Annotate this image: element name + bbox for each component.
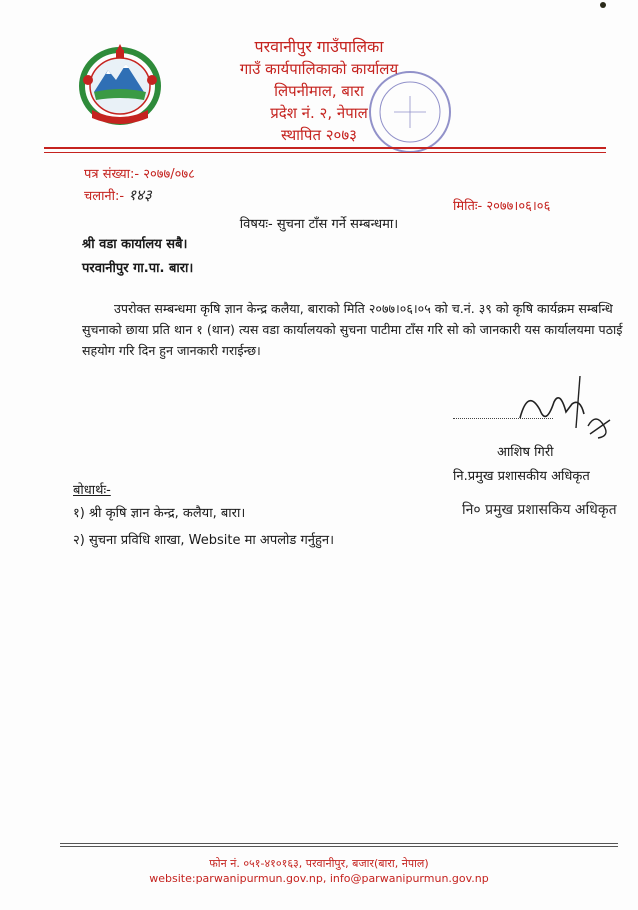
signer-title-stamp: नि० प्रमुख प्रशासकिय अधिकृत bbox=[462, 502, 617, 518]
handwritten-signature-icon bbox=[510, 368, 620, 448]
office-round-stamp-icon bbox=[364, 66, 456, 158]
addressee-line-1: श्री वडा कार्यालय सबै। bbox=[82, 237, 188, 252]
reference-label: पत्र संख्या:- bbox=[84, 167, 140, 182]
municipality-name: परवानीपुर गाउँपालिका bbox=[254, 37, 384, 56]
letterhead bbox=[0, 36, 638, 146]
office-name: गाउँ कार्यपालिकाको कार्यालय bbox=[239, 60, 399, 78]
signature-line bbox=[453, 418, 553, 419]
reference-number bbox=[84, 164, 195, 182]
dispatch-value: १४३ bbox=[128, 186, 152, 204]
letter-body: उपरोक्त सम्बन्धमा कृषि ज्ञान केन्द्र कलैया, बाराको मिति २०७७।०६।०५ को च.नं. ३९ को कृषि कार्यक्रम सम्बन्धि सुचनाको छाया प्रति थान १ (थान) त्यस वडा कार्यालयको सुचना पाटीमा टाँस गरि सो को जानकारी यस कार्यालयमा पठाई सहयोग गरि दिन हुन जानकारी गराईन्छ। bbox=[82, 301, 623, 358]
letter-date bbox=[453, 196, 550, 214]
footer-divider-thin bbox=[60, 846, 618, 847]
date-value: २०७७।०६।०६ bbox=[486, 199, 551, 214]
cc-heading: बोधार्थः- bbox=[73, 483, 111, 498]
subject-line: विषयः- सुचना टाँस गर्ने सम्बन्धमा। bbox=[239, 217, 399, 232]
footer-website: website:parwanipurmun.gov.np, info@parwanipurmun.gov.np bbox=[149, 872, 489, 885]
cc-item: १) श्री कृषि ज्ञान केन्द्र, कलैया, बारा। bbox=[73, 506, 246, 521]
province: प्रदेश नं. २, नेपाल bbox=[270, 104, 368, 122]
signer-name: आशिष गिरी bbox=[497, 445, 554, 460]
dispatch-number bbox=[84, 185, 152, 205]
header-divider bbox=[44, 147, 606, 149]
footer-contact: फोन नं. ०५१-४१०१६३, परवानीपुर, बजार(बारा, नेपाल) bbox=[209, 857, 429, 870]
ink-speck-icon bbox=[598, 0, 608, 10]
established: स्थापित २०७३ bbox=[281, 126, 357, 144]
dispatch-label: चलानी:- bbox=[84, 189, 125, 204]
header-divider-thin bbox=[44, 152, 606, 153]
reference-value: २०७७/०७८ bbox=[143, 167, 195, 182]
cc-item: २) सुचना प्रविधि शाखा, Website मा अपलोड गर्नुहुन। bbox=[73, 533, 335, 548]
addressee-line-2: परवानीपुर गा.पा. बारा। bbox=[82, 261, 194, 276]
footer-divider bbox=[60, 843, 618, 844]
office-location: लिपनीमाल, बारा bbox=[274, 82, 364, 100]
signer-title: नि.प्रमुख प्रशासकीय अधिकृत bbox=[453, 469, 590, 484]
date-label: मितिः- bbox=[453, 199, 483, 214]
